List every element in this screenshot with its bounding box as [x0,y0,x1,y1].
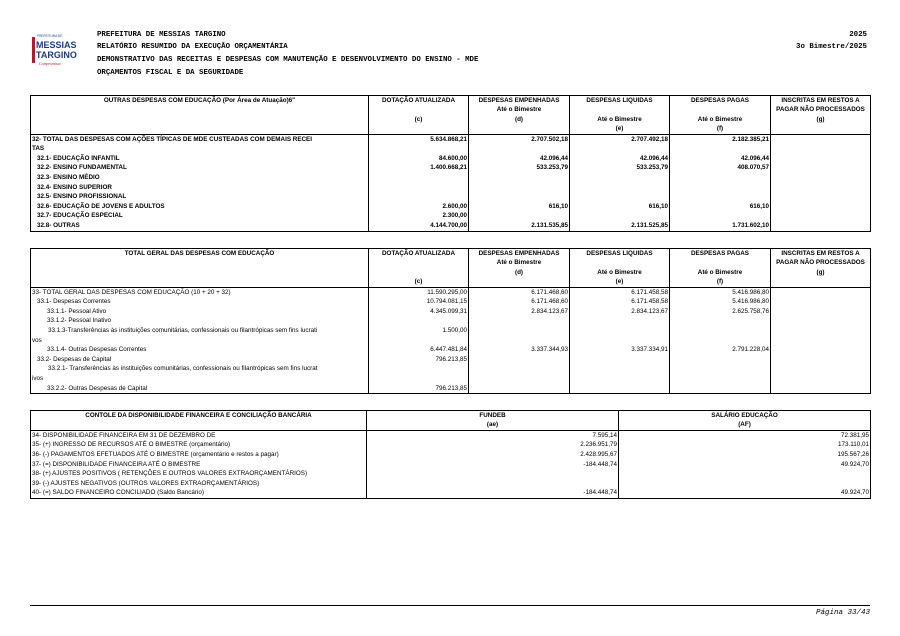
col-liquidas: DESPESAS LIQUIDAS Até o Bimestre (e) [570,96,670,135]
table-row: 33.2- Despesas de Capital 796.213,85 [31,355,871,365]
table-row: 32.5- ENSINO PROFISSIONAL [31,192,871,202]
report-title: RELATÓRIO RESUMIDO DA EXECUÇÃO ORÇAMENTÁRIA [97,43,288,51]
col-salario-educacao: SALÁRIO EDUCAÇÃO (AF) [619,411,871,431]
table-row: 33.1- Despesas Correntes 10.794.081,15 6.171.468,60 6.171.458,58 5.416.986,80 [31,297,871,307]
col-description: TOTAL GERAL DAS DESPESAS COM EDUCAÇÃO [31,249,369,288]
table-row: 33.1.4- Outras Despesas Correntes 6.447.481,84 3.337.344,93 3.337.334,91 2.791.228,04 [31,345,871,355]
footer-divider [30,605,870,606]
table-row: 32.4- ENSINO SUPERIOR [31,183,871,193]
col-pagas: DESPESAS PAGAS Até o Bimestre (f) [670,96,771,135]
statement-title: DEMONSTRATIVO DAS RECEITAS E DESPESAS COM MANUTENÇÃO E DESENVOLVIMENTO DO ENSINO - MDE [97,56,479,64]
svg-text:TARGINO: TARGINO [36,50,77,60]
table-header [31,96,871,135]
table-row: 32.1- EDUCAÇÃO INFANTIL 84.600,00 42.096,44 42.096,44 42.096,44 [31,154,871,164]
svg-text:PREFEITURA DE: PREFEITURA DE [37,34,63,38]
table-row: 33.2.1- Transferências às instituições comunitárias, confessionais ou filantrópicas sem fins lucrat ivos [31,364,871,383]
col-dotacao: DOTAÇÃO ATUALIZADA (c) [369,96,469,135]
report-period: 3o Bimestre/2025 [796,43,867,51]
budget-type: ORÇAMENTOS FISCAL E DA SEGURIDADE [97,69,244,77]
table-row: 38- (+) AJUSTES POSITIVOS ( RETENÇÕES E OUTROS VALORES EXTRAORÇAMENTÁRIOS) [31,469,871,479]
col-fundeb: FUNDEB (ae) [367,411,619,431]
table-row: 33.1.3-Transferências às instituições comunitárias, confessionais ou filantrópicas sem fins lucrati vos 1.500,00 [31,326,871,345]
table-row: 39- (-) AJUSTES NEGATIVOS (OUTROS VALORES EXTRAORÇAMENTÁRIOS) [31,479,871,489]
other-education-expenses-table [30,95,871,232]
svg-text:Compromisso: Compromisso [39,61,62,66]
table-row: 35- (+) INGRESSO DE RECURSOS ATÉ O BIMESTRE (orçamentário) 2.236.951,79 173.110,01 [32,441,869,449]
col-dotacao: DOTAÇÃO ATUALIZADA (c) [369,249,469,288]
table-header [31,249,871,288]
total-education-expenses-table [30,248,871,394]
table-row: 33.2.2- Outras Despesas de Capital 796.213,85 [31,384,871,394]
table-row: 32.6- EDUCAÇÃO DE JOVENS E ADULTOS 2.600,00 616,10 616,10 616,10 [31,202,871,212]
col-pagas: DESPESAS PAGAS Até o Bimestre (f) [670,249,771,288]
table-row: 36- (-) PAGAMENTOS EFETUADOS ATÉ O BIMESTRE (orçamentário e restos a pagar) 2.428.995,67 195.567,26 [32,451,869,458]
table-row: 40- (=) SALDO FINANCEIRO CONCILIADO (Saldo Bancário) -184.448,74 49.924,70 [31,488,871,498]
municipality-logo [31,31,77,71]
table-row: 33.1.1- Pessoal Ativo 4.345.099,31 2.834.123,67 2.834.123,67 2.625.758,76 [31,307,871,317]
col-restos: INSCRITAS EM RESTOS A PAGAR NÃO PROCESSADOS (g) [771,249,871,288]
svg-text:MESSIAS: MESSIAS [36,40,77,50]
municipality-name: PREFEITURA DE MESSIAS TARGINO [97,31,226,39]
table-row: 37- (=) DISPONIBILIDADE FINANCEIRA ATÉ O BIMESTRE -184.448,74 49.924,70 [32,460,869,468]
col-description: CONTOLE DA DISPONIBILIDADE FINANCEIRA E CONCILIAÇÃO BANCÁRIA [31,411,367,431]
col-empenhadas: DESPESAS EMPENHADAS Até o Bimestre (d) [469,249,570,288]
table-row: 33- TOTAL GERAL DAS DESPESAS COM EDUCAÇÃO (10 + 20 + 32) 11.590.295,00 6.171.468,60 6.171.458,58 5.416.986,80 [31,287,871,297]
table-row: 32.8- OUTRAS 4.144.700,00 2.131.535,85 2.131.525,85 1.731.602,10 [31,221,871,231]
financial-availability-table [30,410,871,499]
table-row: 33.1.2- Pessoal Inativo [31,316,871,326]
page-number: Página 33/43 [815,609,870,617]
col-restos: INSCRITAS EM RESTOS A PAGAR NÃO PROCESSADOS (g) [771,96,871,135]
col-liquidas: DESPESAS LIQUIDAS Até o Bimestre (e) [570,249,670,288]
table-row: 32- TOTAL DAS DESPESAS COM AÇÕES TÍPICAS DE MDE CUSTEADAS COM DEMAIS RECEI TAS 5.634.868,21 2.707.502,18 2.707.492,18 2.182.385,21 [31,134,871,154]
table-row: 32.2- ENSINO FUNDAMENTAL 1.400.668,21 533.253,79 533.253,79 408.070,57 [31,163,871,173]
table-row: 32.7- EDUCAÇÃO ESPECIAL 2.300,00 [31,211,871,221]
report-year: 2025 [849,31,867,39]
col-description: OUTRAS DESPESAS COM EDUCAÇÃO (Por Área de Atuação)6" [31,96,369,135]
col-empenhadas: DESPESAS EMPENHADAS Até o Bimestre (d) [469,96,570,135]
table-row: 34- DISPONIBILIDADE FINANCEIRA EM 31 DE DEZEMBRO DE 7.595,14 72.381,95 [32,431,869,439]
table-header [31,411,871,431]
table-row: 32.3- ENSINO MÉDIO [31,173,871,183]
